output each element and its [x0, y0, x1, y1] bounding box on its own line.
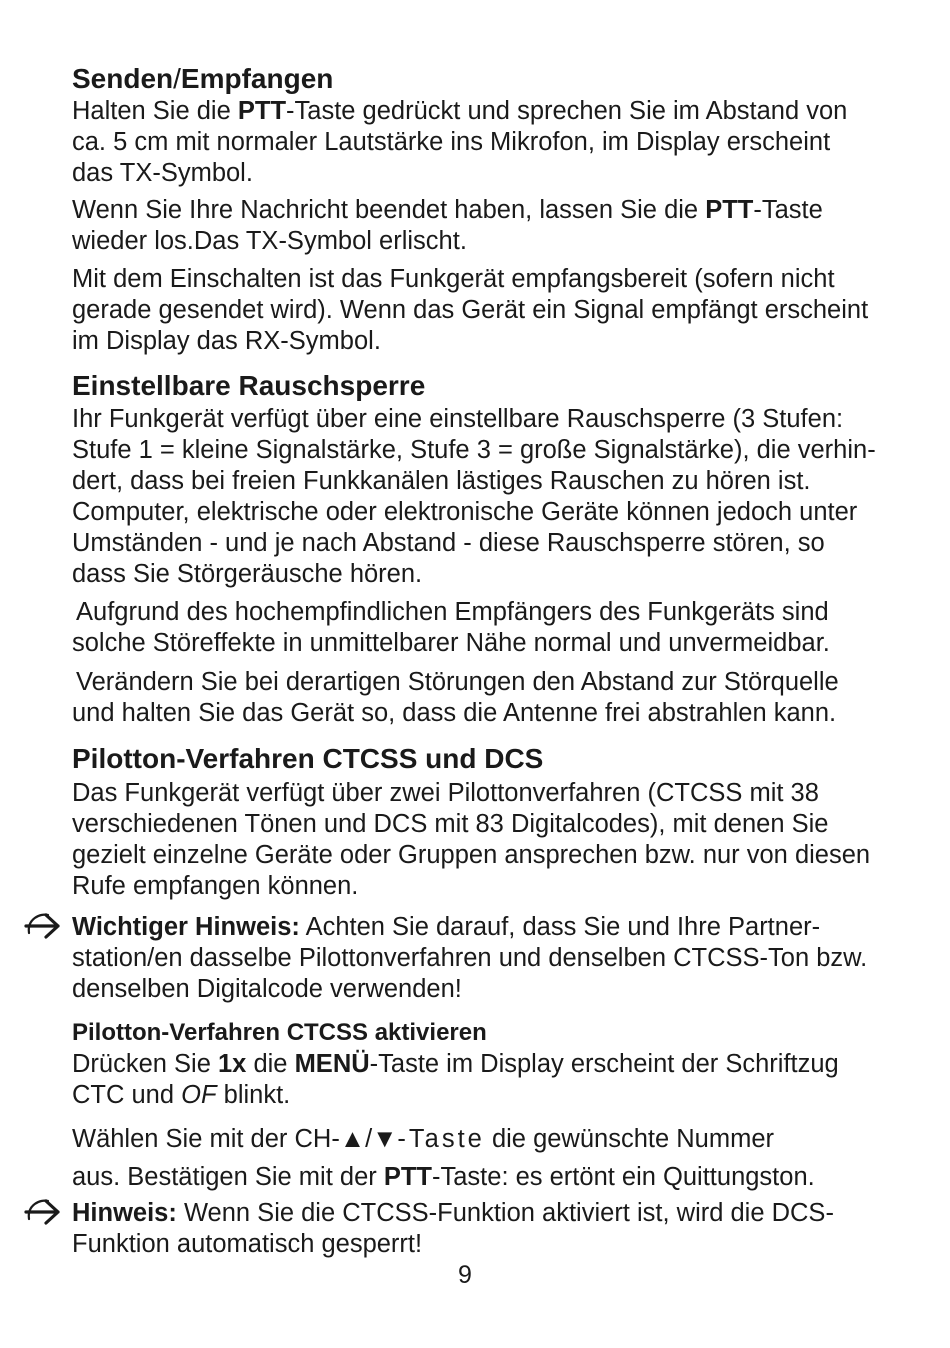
note-hinweis-dcs-gesperrt: Hinweis: Wenn Sie die CTCSS-Funktion aktiviert ist, wird die DCS- Funktion automatisch gesperrt!	[72, 1199, 834, 1258]
note-wichtiger-hinweis: Wichtiger Hinweis: Achten Sie darauf, dass Sie und Ihre Partner- station/en dasselbe Pilottonverfahren und denselben CTCSS-Ton bzw. denselben Digitalcode verwenden!	[72, 913, 868, 1003]
page-number: 9	[458, 1261, 472, 1289]
paragraph-rauschsperre: Ihr Funkgerät verfügt über eine einstellbare Rauschsperre (3 Stufen: Stufe 1 = kleine Signalstärke, Stufe 3 = große Signalstärke), die verhin- dert, dass bei freien Funkkanälen lästiges Rauschen zu hören ist. Computer, elektrische oder elektronische Geräte können jedoch unter Umständen - und je nach Abstand - diese Rauschsperre stören, so dass Sie Störgeräusche hören.	[72, 405, 876, 588]
paragraph-stoereffekte: Aufgrund des hochempfindlichen Empfängers des Funkgeräts sind solche Störeffekte in unmittelbarer Nähe normal und unvermeidbar.	[72, 598, 830, 657]
section-heading-senden-empfangen: Senden/Empfangen	[72, 63, 334, 94]
paragraph-empfangen: Mit dem Einschalten ist das Funkgerät empfangsbereit (sofern nicht gerade gesendet wird). Wenn das Gerät ein Signal empfängt erscheint im Display das RX-Symbol.	[72, 265, 869, 355]
subsection-heading-ctcss-aktivieren: Pilotton-Verfahren CTCSS aktivieren	[72, 1019, 487, 1046]
paragraph-pilotton: Das Funkgerät verfügt über zwei Pilottonverfahren (CTCSS mit 38 verschiedenen Tönen und DCS mit 83 Digitalcodes), mit denen Sie gezielt einzelne Geräte oder Gruppen ansprechen bzw. nur von diesen Rufe empfangen können.	[72, 779, 871, 900]
section-heading-rauschsperre: Einstellbare Rauschsperre	[72, 370, 426, 401]
paragraph-ptt-senden: Halten Sie die PTT-Taste gedrückt und sprechen Sie im Abstand von ca. 5 cm mit normaler Lautstärke ins Mikrofon, im Display erscheint das TX-Symbol.	[72, 97, 848, 187]
arrow-right-icon	[24, 911, 62, 941]
arrow-right-icon	[24, 1197, 62, 1227]
triangle-down-icon: ▼	[372, 1125, 398, 1153]
paragraph-abstand: Verändern Sie bei derartigen Störungen den Abstand zur Störquelle und halten Sie das Gerät so, dass die Antenne frei abstrahlen kann.	[72, 668, 839, 727]
paragraph-nummer-waehlen: Wählen Sie mit der CH-▲/▼-Taste die gewünschte Nummer aus. Bestätigen Sie mit der PTT-Taste: es ertönt ein Quittungston.	[72, 1125, 815, 1191]
triangle-up-icon: ▲	[339, 1125, 366, 1153]
section-heading-pilotton: Pilotton-Verfahren CTCSS und DCS	[72, 743, 544, 774]
paragraph-ptt-loslassen: Wenn Sie Ihre Nachricht beendet haben, lassen Sie die PTT-Taste wieder los.Das TX-Symbol erlischt.	[72, 196, 823, 255]
paragraph-menue-taste: Drücken Sie 1x die MENÜ-Taste im Display erscheint der Schriftzug CTC und OF blinkt.	[72, 1050, 839, 1109]
